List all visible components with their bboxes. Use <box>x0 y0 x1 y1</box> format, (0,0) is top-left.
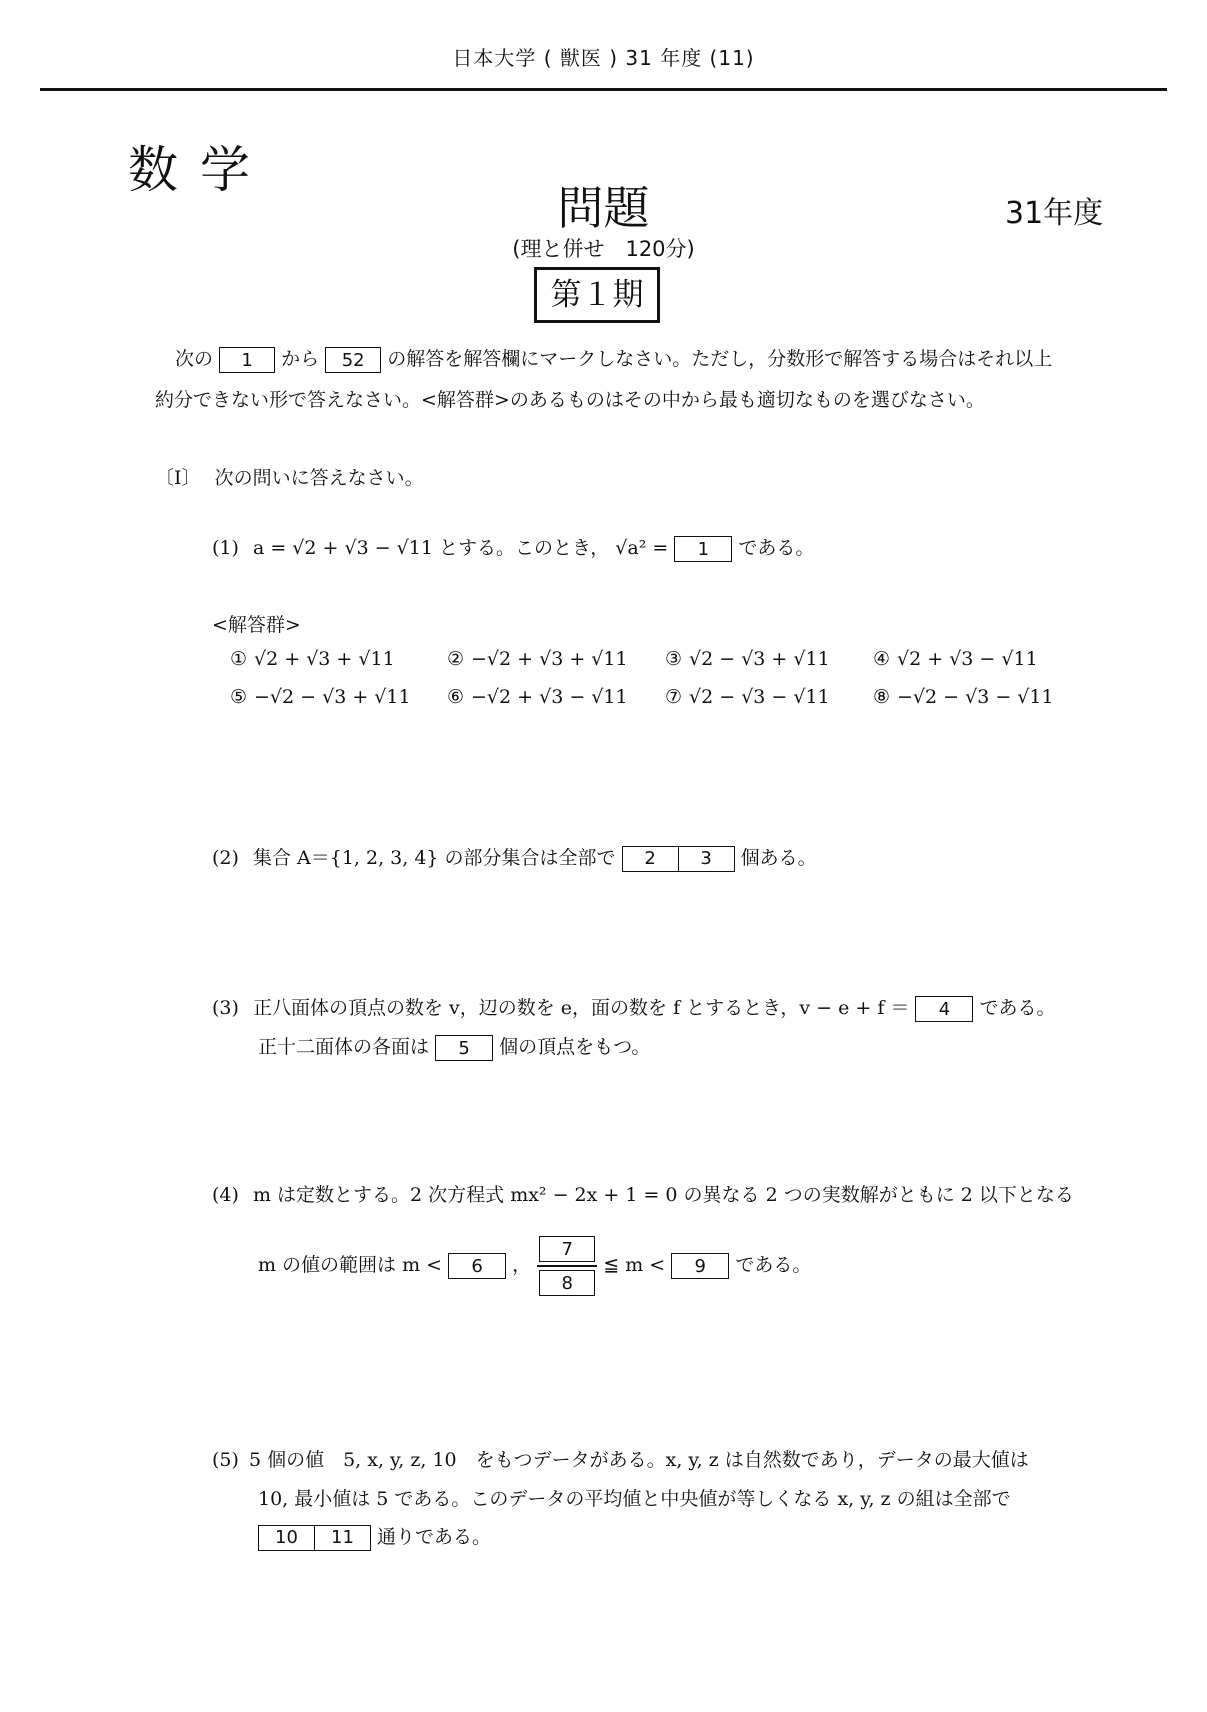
answer-box: 8 <box>539 1270 595 1296</box>
question-text: a = √2 + √3 − √11 とする。このとき， <box>252 537 610 559</box>
choice-item <box>447 648 628 670</box>
choice-mark: ⑤ <box>230 686 248 708</box>
question-text: ≦ m < <box>603 1254 666 1276</box>
exam-year: 31年度 <box>1005 196 1104 231</box>
choice-mark: ① <box>230 648 248 670</box>
question-3 <box>212 993 1056 1022</box>
subject-title: 数学 <box>128 141 272 199</box>
answer-box: 5 <box>435 1035 493 1061</box>
answer-box: 4 <box>915 996 973 1022</box>
question-text: 集合 A＝{1, 2, 3, 4} の部分集合は全部で <box>252 847 616 869</box>
question-text: 個の頂点をもつ。 <box>499 1036 651 1058</box>
choice-text: −√2 − √3 + √11 <box>254 686 411 708</box>
choice-text: √2 − √3 + √11 <box>689 648 830 670</box>
choice-item <box>665 686 830 708</box>
question-number: (5) <box>212 1449 239 1471</box>
answer-digit: 11 <box>314 1526 370 1550</box>
choice-text: −√2 − √3 − √11 <box>897 686 1054 708</box>
time-note: (理と併せ 120分) <box>512 237 695 261</box>
choice-mark: ⑦ <box>665 686 683 708</box>
question-number: (3) <box>212 997 239 1019</box>
section-heading <box>155 463 424 490</box>
choice-mark: ④ <box>873 648 891 670</box>
choice-mark: ③ <box>665 648 683 670</box>
choice-text: √2 + √3 − √11 <box>897 648 1038 670</box>
choice-item <box>230 686 411 708</box>
question-text: m は定数とする。2 次方程式 mx² − 2x + 1 = 0 の異なる 2 つの実数解がともに 2 以下となる <box>252 1184 1074 1206</box>
question-text: 5 個の値 5, x, y, z, 10 をもつデータがある。x, y, z は自然数であり，データの最大値は <box>248 1449 1029 1471</box>
choice-text: √2 + √3 + √11 <box>254 648 395 670</box>
choice-item <box>230 648 395 670</box>
answer-box-double <box>258 1525 371 1551</box>
answer-digit: 10 <box>275 1527 298 1548</box>
question-text: 正十二面体の各面は <box>258 1036 430 1058</box>
question-text: ， <box>512 1254 532 1276</box>
choice-item <box>447 686 628 708</box>
intro-text: の解答を解答欄にマークしなさい。ただし，分数形で解答する場合はそれ以上 <box>387 348 1053 370</box>
answer-box: 52 <box>325 347 381 373</box>
question-5-line-2: 10, 最小値は 5 である。このデータの平均値と中央値が等しくなる x, y, z の組は全部で <box>258 1488 1011 1510</box>
choice-item <box>873 686 1054 708</box>
answer-digit: 2 <box>644 848 656 869</box>
intro-text: 次の <box>175 348 214 370</box>
header-rule <box>40 88 1167 91</box>
choice-item <box>873 648 1038 670</box>
choice-item <box>665 648 830 670</box>
answer-box: 7 <box>539 1236 595 1262</box>
question-number: (4) <box>212 1184 239 1206</box>
question-text: 通りである。 <box>377 1526 492 1548</box>
question-4-line-2 <box>258 1236 811 1296</box>
page-title: 問題 <box>557 181 650 235</box>
intro-line-1 <box>175 344 1052 373</box>
question-text: 正八面体の頂点の数を v，辺の数を e，面の数を f とするとき，v − e + f ＝ <box>252 997 910 1019</box>
answer-box: 9 <box>671 1253 729 1279</box>
question-text: である。 <box>738 537 815 559</box>
question-text: である。 <box>979 997 1056 1019</box>
question-3-line-2 <box>258 1032 650 1061</box>
question-number: (1) <box>212 537 239 559</box>
question-text: である。 <box>735 1254 812 1276</box>
choice-text: −√2 + √3 + √11 <box>471 648 628 670</box>
answer-digit: 3 <box>678 847 734 871</box>
question-number: (2) <box>212 847 239 869</box>
answer-box: 1 <box>219 347 275 373</box>
answer-box: 6 <box>448 1253 506 1279</box>
fraction-bar <box>537 1265 597 1267</box>
choice-text: −√2 + √3 − √11 <box>471 686 628 708</box>
choices-label: <解答群> <box>212 614 301 636</box>
fraction <box>537 1236 597 1296</box>
choice-mark: ⑥ <box>447 686 465 708</box>
section-text: 次の問いに答えなさい。 <box>214 467 424 489</box>
running-header: 日本大学 ( 獣医 ) 31 年度 (11) <box>452 46 755 70</box>
answer-box-double <box>622 846 735 872</box>
intro-text: から <box>281 348 320 370</box>
question-1 <box>212 533 814 562</box>
answer-box: 1 <box>674 536 732 562</box>
question-5-line-3 <box>258 1522 491 1551</box>
math-expression: √a² = <box>615 537 669 559</box>
question-text: 個ある。 <box>740 847 817 869</box>
period-box: 第１期 <box>534 267 660 323</box>
question-2 <box>212 843 817 872</box>
intro-line-2: 約分できない形で答えなさい。<解答群>のあるものはその中から最も適切なものを選びなさい。 <box>155 389 985 411</box>
question-text: m の値の範囲は m < <box>258 1254 443 1276</box>
section-label: 〔Ⅰ〕 <box>155 467 201 489</box>
choice-text: √2 − √3 − √11 <box>689 686 830 708</box>
question-4 <box>212 1180 1074 1207</box>
choice-mark: ⑧ <box>873 686 891 708</box>
choice-mark: ② <box>447 648 465 670</box>
question-5 <box>212 1445 1029 1472</box>
